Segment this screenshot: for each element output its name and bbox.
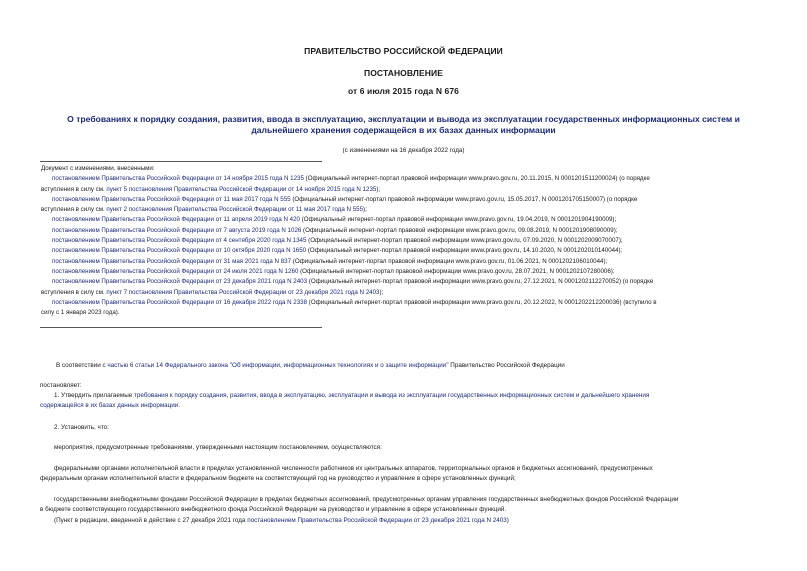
change-link[interactable]: постановлением Правительства Российской Федерации от 16 декабря 2022 года N 2338: [52, 298, 308, 306]
change-item: [41, 226, 771, 236]
change-link[interactable]: постановлением Правительства Российской Федерации от 11 апреля 2019 года N 420: [52, 216, 300, 224]
change-item: [41, 174, 771, 184]
government-heading: ПРАВИТЕЛЬСТВО РОССИЙСКОЙ ФЕДЕРАЦИИ: [304, 46, 503, 56]
clause-2-funds: [40, 495, 770, 516]
title-link-line2[interactable]: дальнейшего хранения содержащейся в их базах данных информации: [251, 125, 556, 135]
law-link[interactable]: частью 6 статьи 14 Федерального закона "Об информации, информационных технологиях и о защите информации": [107, 362, 449, 369]
change-item-cont: [41, 205, 771, 215]
changes-list: [41, 164, 771, 318]
requirements-link-line2[interactable]: содержащейся в их базах данных информации: [40, 402, 179, 410]
change-item-cont: [41, 288, 771, 298]
change-cont-end: );: [376, 185, 381, 193]
change-text: (Официальный интернет-портал правовой информации www.pravo.gov.ru, 01.06.2021, N 0001202106010044);: [291, 257, 608, 265]
clause-2: 2. Установить, что:: [54, 424, 109, 431]
change-cont-link[interactable]: пункт 2 постановления Правительства Российской Федерации от 11 мая 2017 года N 555: [106, 206, 364, 214]
document-type: ПОСТАНОВЛЕНИЕ: [364, 68, 443, 78]
change-item: [41, 298, 771, 308]
change-cont-text: силу с 1 января 2023 года).: [41, 309, 120, 317]
revision-note: (с изменениями на 16 декабря 2022 года): [342, 147, 465, 154]
change-cont-end: );: [379, 288, 384, 296]
change-cont-link[interactable]: пункт 7 постановления Правительства Российской Федерации от 23 декабря 2021 года N 2403: [106, 288, 380, 296]
change-text: (Официальный интернет-портал правовой информации www.pravo.gov.ru, 28.07.2021, N 0001202107280006);: [298, 267, 615, 275]
change-item-cont: [41, 308, 771, 318]
changes-intro: Документ с изменениями, внесенными:: [41, 165, 155, 172]
change-text: (Официальный интернет-портал правовой информации www.pravo.gov.ru, 15.05.2017, N 0001201705150007) (о порядке: [290, 195, 638, 203]
change-item: [41, 236, 771, 246]
federal-line-2: федеральным органам исполнительной власти в федеральном бюджете на соответствующий год на руководство и управление в сфере установленных функций;: [40, 475, 516, 483]
change-cont-text: вступления в силу см.: [41, 185, 107, 193]
change-item: [41, 215, 771, 225]
change-link[interactable]: постановлением Правительства Российской Федерации от 4 сентября 2020 года N 1345: [52, 237, 307, 245]
change-text: (Официальный интернет-портал правовой информации www.pravo.gov.ru, 14.10.2020, N 0001202010140044);: [306, 247, 623, 255]
change-link[interactable]: постановлением Правительства Российской Федерации от 11 мая 2017 года N 555: [52, 195, 291, 203]
clause-1: [40, 391, 770, 412]
document-date: от 6 июля 2015 года N 676: [347, 86, 460, 96]
clause-1-end: .: [178, 402, 181, 410]
change-item: [41, 257, 771, 267]
change-link[interactable]: постановлением Правительства Российской Федерации от 10 октября 2020 года N 1650: [52, 247, 307, 255]
clause-1-text: 1. Утвердить прилагаемые: [54, 392, 134, 399]
amendment-text: (Пункт в редакции, введенной в действие с 27 декабря 2021 года: [54, 517, 248, 524]
clause-2-intro: мероприятия, предусмотренные требованиями, утвержденными настоящим постановлением, осуществляются:: [54, 444, 382, 451]
change-text: (Официальный интернет-портал правовой информации www.pravo.gov.ru, 27.12.2021, N 0001202112270052) (о порядке: [307, 278, 654, 286]
change-item: [41, 277, 771, 287]
funds-line-2: в бюджете соответствующего государственного внебюджетного фонда Российской Федерации на руководство и управление в сфере установленных функций.: [40, 506, 507, 514]
amendment-link[interactable]: постановлением Правительства Российской Федерации от 23 декабря 2021 года N 2403: [247, 517, 507, 524]
change-link[interactable]: постановлением Правительства Российской Федерации от 7 августа 2019 года N 1026: [52, 226, 302, 234]
amendment-note: [54, 516, 784, 526]
change-link[interactable]: постановлением Правительства Российской Федерации от 14 ноября 2015 года N 1235: [52, 175, 304, 183]
requirements-link[interactable]: требования к порядку создания, развития, ввода в эксплуатацию, эксплуатации и вывода из эксплуатации государственных информационных систем и дальнейшего хранения: [134, 392, 650, 399]
resolves-word: постановляет:: [40, 382, 82, 389]
change-link[interactable]: постановлением Правительства Российской Федерации от 31 мая 2021 года N 837: [52, 257, 292, 265]
change-item: [41, 195, 771, 205]
title-prefix: О: [67, 114, 77, 124]
change-item-cont: [41, 185, 771, 195]
preamble-text: В соответствии с: [56, 362, 108, 369]
federal-line-1: федеральными органами исполнительной власти в пределах установленной численности работников их центральных аппаратов, территориальных органов и бюджетных ассигнований, предусмотренных: [54, 465, 653, 472]
change-text: (Официальный интернет-портал правовой информации www.pravo.gov.ru, 19.04.2019, N 0001201904190009);: [300, 216, 617, 224]
title-link[interactable]: требованиях к порядку создания, развития, ввода в эксплуатацию, эксплуатации и вывода из эксплуатации государственных информационных систем и: [76, 114, 740, 124]
change-cont-text: вступления в силу см.: [41, 288, 107, 296]
bottom-divider: [40, 327, 322, 328]
change-text: (Официальный интернет-портал правовой информации www.pravo.gov.ru, 09.08.2019, N 0001201908090009);: [301, 226, 618, 234]
top-divider: [40, 161, 322, 162]
change-cont-link[interactable]: пункт 5 постановления Правительства Российской Федерации от 14 ноября 2015 года N 1235: [106, 185, 377, 193]
change-item: [41, 267, 771, 277]
clause-2-federal: [40, 464, 770, 485]
change-text: (Официальный интернет-портал правовой информации www.pravo.gov.ru, 20.11.2015, N 0001201511200024) (о порядке: [303, 175, 650, 183]
change-text: (Официальный интернет-портал правовой информации www.pravo.gov.ru, 07.09.2020, N 0001202009070007);: [306, 237, 623, 245]
funds-line-1: государственными внебюджетными фондами Российской Федерации в пределах бюджетных ассигнований, предусмотренных органам управления государственных внебюджетных фондов Российской Федерации: [54, 496, 679, 503]
change-text: (Официальный интернет-портал правовой информации www.pravo.gov.ru, 20.12.2022, N 0001202212200036) (вступило в: [307, 298, 657, 306]
change-item: [41, 246, 771, 256]
change-link[interactable]: постановлением Правительства Российской Федерации от 24 июля 2021 года N 1260: [52, 267, 299, 275]
preamble-end: Правительство Российской Федерации: [448, 362, 565, 369]
change-link[interactable]: постановлением Правительства Российской Федерации от 23 декабря 2021 года N 2403: [52, 278, 308, 286]
document-title: [0, 114, 807, 136]
preamble: [56, 361, 786, 371]
amendment-end: ): [506, 517, 509, 524]
change-cont-end: );: [363, 206, 367, 214]
change-cont-text: вступления в силу см.: [41, 206, 107, 214]
